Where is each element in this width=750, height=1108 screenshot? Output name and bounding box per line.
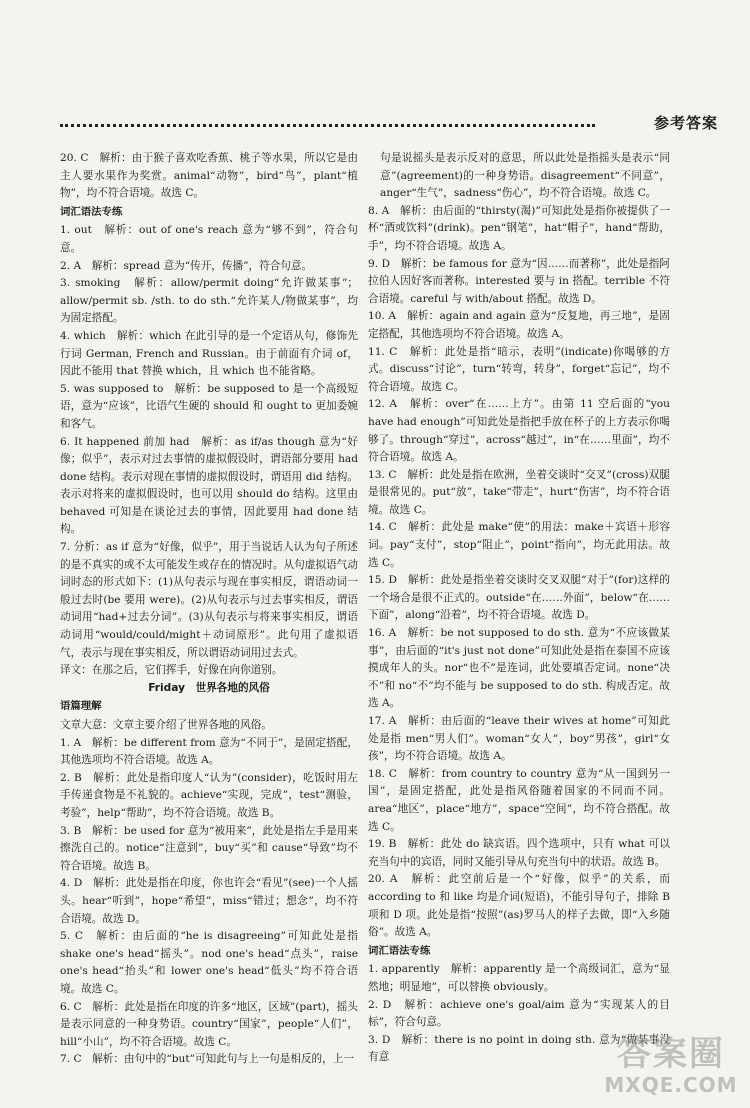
- watermark-main: 答案圈: [617, 1034, 725, 1074]
- answer-paragraph: 10. A 解析：again and again 意为“反复地，再三地”，是固定搭配，其他选项均不符合语境。故选 A。: [368, 310, 670, 340]
- answer-paragraph: 20. C 解析：由于猴子喜欢吃香蕉、桃子等水果，所以它是由主人要水果作为奖赏。animal“动物”，bird“鸟”，plant“植物”，均不符合语境。故选 C。: [60, 152, 358, 200]
- answer-paragraph: 6. C 解析：此处是指在印度的许多“地区，区域”(part)，摇头是表示同意的一种身势语。country“国家”，people“人们”，hill“小山”，均不符合语境。故选 C。: [60, 1000, 358, 1048]
- answer-paragraph: 17. A 解析：由后面的“leave their wives at home”可知此处是指 men“男人们”。woman“女人”，boy“男孩”，girl“女孩”，均不符合语境。故选 A。: [368, 715, 670, 763]
- answer-paragraph: 18. C 解析：from country to country 意为“从一国到另一国”，是固定搭配，此处是指风俗随着国家的不同而不同。area“地区”，place“地方”，space“空间”，均不符合搭配。故选 C。: [368, 767, 670, 833]
- answer-paragraph: 2. B 解析：此处是指印度人“认为”(consider)，吃饭时用左手传递食物是不礼貌的。achieve“实现，完成”，test“测验，考验”，help“帮助”，均不符合语境。故选 B。: [60, 771, 358, 819]
- watermark-logo: [596, 1034, 746, 1104]
- answer-paragraph: 文章大意：文章主要介绍了世界各地的风俗。: [60, 719, 272, 731]
- answer-paragraph: 11. C 解析：此处是指“暗示，表明”(indicate)你喝够的方式。discuss“讨论”，turn“转弯，转身”，forget“忘记”，均不符合语境。故选 C。: [368, 345, 670, 393]
- section-heading: 语篇理解: [60, 700, 102, 713]
- answer-paragraph: 译文：在那之后，它们挥手，好像在向你道别。: [60, 664, 283, 677]
- answer-paragraph: 5. C 解析：由后面的“he is disagreeing”可知此处是指 shake one's head“摇头”。nod one's head“点头”，raise one's head“抬头”和 lower one's head“低头”均不符合语境。故选 C。: [60, 930, 358, 995]
- answer-paragraph: 3. B 解析：be used for 意为“被用来”，此处是指左手是用来擦洗自己的。notice“注意到”，buy“买”和 cause“导致”均不符合语境。故选 B。: [60, 824, 358, 872]
- section-title: Friday 世界各地的风俗: [148, 681, 270, 694]
- answer-paragraph: 8. A 解析：由后面的“thirsty(渴)”可知此处是指你被提供了一杯“酒或饮料”(drink)。pen“钢笔”，hat“帽子”，hand“帮助，手”，均不符合语境。故选 A。: [368, 204, 670, 252]
- header-title: 参考答案: [653, 114, 718, 132]
- answer-paragraph: 3. D 解析：there is no point in doing sth. 意为“做某事没有意: [368, 1033, 670, 1064]
- answer-paragraph: 1. apparently 解析：apparently 是一个高级词汇，意为“显然地；明显地”，可以替换 obviously。: [368, 963, 670, 993]
- right-column: [368, 150, 670, 1067]
- answer-paragraph: 3. smoking 解析：allow/permit doing“允许做某事”；allow/permit sb. /sth. to do sth.“允许某人/物做某事”，均为固定搭配。: [60, 277, 358, 325]
- page-header: [60, 110, 720, 138]
- answer-paragraph: 6. It happened 前加 had 解析：as if/as though 意为“好像；似乎”，表示对过去事情的虚拟假设时，谓语部分要用 had done 结构。表示对现在事情的虚拟假设时，谓语用 did 结构。表示对将来的虚拟假设时，也可以用 should do 结构。这里由 behaved 可知是在谈论过去的事情，因此要用 had done 结构。: [60, 435, 358, 536]
- answer-paragraph: 12. A 解析：over“在……上方”。由第 11 空后面的“you have had enough”可知此处是指把手放在杯子的上方表示你喝够了。through“穿过”，across“越过”，in“在……里面”，均不符合语境。故选 A。: [368, 398, 670, 464]
- section-heading: 词汇语法专练: [368, 944, 431, 957]
- answer-paragraph: 4. which 解析：which 在此引导的是一个定语从句，修饰先行词 German, French and Russian。由于前面有介词 of，因此不能用 that 替换 which，且 which 也不能省略。: [60, 329, 358, 378]
- answer-paragraph: 句是说摇头是表示反对的意思，所以此处是指摇头是表示“同意”(agreement)的一种身势语。disagreement“不同意”，anger“生气”，sadness“伤心”，均不符合语境。故选 C。: [380, 152, 670, 200]
- answer-paragraph: 2. D 解析：achieve one's goal/aim 意为“实现某人的目标”，符合句意。: [368, 998, 670, 1029]
- answer-paragraph: 15. D 解析：此处是指坐着交谈时交叉双腿“对于”(for)这样的一个场合是很不正式的。outside“在……外面”，below“在……下面”，along“沿着”，均不符合语境。故选 D。: [368, 574, 670, 622]
- left-column: [60, 150, 358, 1069]
- answer-paragraph: 1. out 解析：out of one's reach 意为“够不到”，符合句意。: [60, 224, 358, 254]
- section-heading: 词汇语法专练: [60, 205, 123, 218]
- answer-paragraph: 19. B 解析：此处 do 缺宾语。四个选项中，只有 what 可以充当句中的宾语，同时又能引导从句充当句中的状语。故选 B。: [368, 838, 670, 868]
- dotted-rule: [60, 124, 595, 127]
- answer-paragraph: 5. was supposed to 解析：be supposed to 是一个高级短语，意为“应该”，比语气生硬的 should 和 ought to 更加委婉和客气。: [60, 382, 358, 430]
- answer-paragraph: 16. A 解析：be not supposed to do sth. 意为“不应该做某事”，由后面的“it's just not done”可知此处是指在泰国不应该摸成年人的头。nor“也不”是连词，此处要填否定词。none“决不”和 no“不”均不能与 be supposed to do sth. 构成否定。故选 A。: [368, 627, 670, 710]
- answer-paragraph: 7. 分析：as if 意为“好像，似乎”，用于当说话人认为句子所述的是不真实的或不太可能发生或存在的情况时。从句虚拟语气动词时态的形式如下：(1)从句表示与现在事实相反，谓语动词一般过去时(be 要用 were)。(2)从句表示与过去事实相反，谓语动词用“had+过去分词”。(3)从句表示与将来事实相反，谓语动词用“would/could/might＋动词原形”。此句用了虚拟语气，表示与现在事实相反，所以谓语动词用过去式。: [60, 541, 358, 659]
- answer-paragraph: 14. C 解析：此处是 make“使”的用法：make＋宾语＋形容词。pay“支付”，stop“阻止”，point“指向”，均无此用法。故选 C。: [368, 521, 670, 569]
- answer-paragraph: 9. D 解析：be famous for 意为“因……而著称”，此处是指阿拉伯人因好客而著称。interested 要与 in 搭配。terrible 不符合语境。careful 与 with/about 搭配。故选 D。: [368, 257, 670, 305]
- answer-paragraph: 4. D 解析：此处是指在印度，你也许会“看见”(see)一个人摇头。hear“听到”，hope“希望”，miss“错过；想念”，均不符合语境。故选 D。: [60, 877, 358, 925]
- answer-paragraph: 2. A 解析：spread 意为“传开，传播”，符合句意。: [60, 259, 313, 272]
- answer-paragraph: 1. A 解析：be different from 意为“不同于”，是固定搭配，其他选项均不符合语境。故选 A。: [60, 736, 358, 767]
- answer-paragraph: 7. C 解析：由句中的“but”可知此句与上一句是相反的，上一: [60, 1053, 354, 1066]
- answer-paragraph: 20. A 解析：此空前后是一个“好像，似乎”的关系，而 according to 和 like 均是介词(短语)，不能引导句子，排除 B 项和 D 项。此处是指“按照”(as)罗马人的样子去做，即“入乡随俗”。故选 A。: [368, 873, 670, 939]
- watermark-sub: MXQE.COM: [604, 1073, 738, 1097]
- answer-paragraph: 13. C 解析：此处是指在欧洲，坐着交谈时“交叉”(cross)双腿是很常见的。put“放”，take“带走”，hurt“伤害”，均不符合语境。故选 C。: [368, 468, 670, 516]
